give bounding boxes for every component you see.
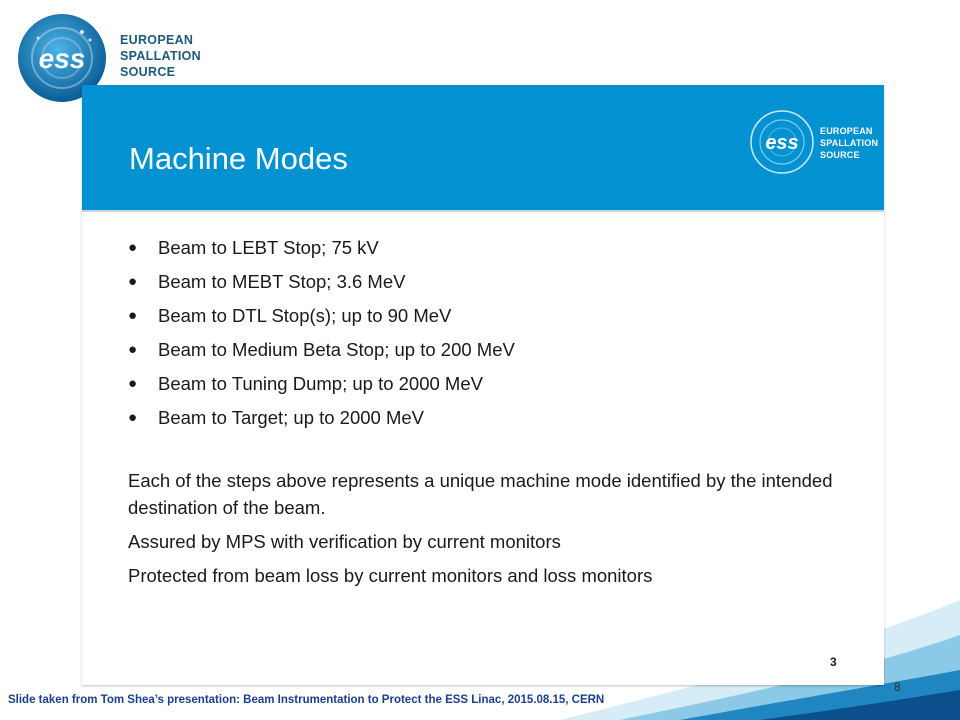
outer-logo-line-1: EUROPEAN: [120, 33, 194, 47]
bullet-dot-icon: ●: [128, 375, 138, 392]
paragraph-assured-by-mps: Assured by MPS with verification by current monitors: [128, 531, 561, 552]
bullet-item: [128, 265, 515, 299]
bullet-text: Beam to Target; up to 2000 MeV: [158, 407, 425, 428]
footer-caption: Slide taken from Tom Shea’s presentation: Beam Instrumentation to Protect the ESS Linac, 2015.08.15, CERN: [8, 694, 605, 706]
bullet-item: [128, 231, 515, 265]
outer-logo-wordmark: [120, 32, 201, 80]
inner-logo-wordmark: [820, 125, 878, 161]
bullet-item: [128, 401, 515, 435]
paragraph-protected-from-beam-loss: Protected from beam loss by current monitors and loss monitors: [128, 565, 653, 586]
bullet-text: Beam to Tuning Dump; up to 2000 MeV: [158, 373, 483, 394]
bullet-dot-icon: ●: [128, 239, 138, 256]
bullet-item: [128, 333, 515, 367]
paragraph-machine-mode: Each of the steps above represents a unique machine mode identified by the intended destination of the beam.: [128, 470, 833, 518]
inner-logo-line-1: EUROPEAN: [820, 126, 873, 136]
outer-logo-line-3: SOURCE: [120, 65, 176, 79]
bullet-text: Beam to LEBT Stop; 75 kV: [158, 237, 379, 258]
bullet-item: [128, 299, 515, 333]
header-divider: [82, 210, 884, 212]
bullet-dot-icon: ●: [128, 307, 138, 324]
inner-logo-line-3: SOURCE: [820, 150, 860, 160]
bullet-dot-icon: ●: [128, 341, 138, 358]
outer-logo-mark: ess: [38, 43, 86, 74]
inner-logo-line-2: SPALLATION: [820, 138, 879, 148]
embedded-slide: [82, 85, 884, 685]
bullet-list: [128, 231, 515, 435]
bullet-text: Beam to MEBT Stop; 3.6 MeV: [158, 271, 406, 292]
bullet-item: [128, 367, 515, 401]
outer-logo-line-2: SPALLATION: [120, 49, 202, 63]
page-number: 8: [894, 680, 901, 694]
slide-title: Machine Modes: [129, 141, 348, 176]
bullet-text: Beam to DTL Stop(s); up to 90 MeV: [158, 305, 452, 326]
inner-logo-mark: ess: [765, 132, 799, 154]
bullet-dot-icon: ●: [128, 273, 138, 290]
bullet-dot-icon: ●: [128, 409, 138, 426]
slide-number: 3: [830, 655, 837, 669]
bullet-text: Beam to Medium Beta Stop; up to 200 MeV: [158, 339, 515, 360]
